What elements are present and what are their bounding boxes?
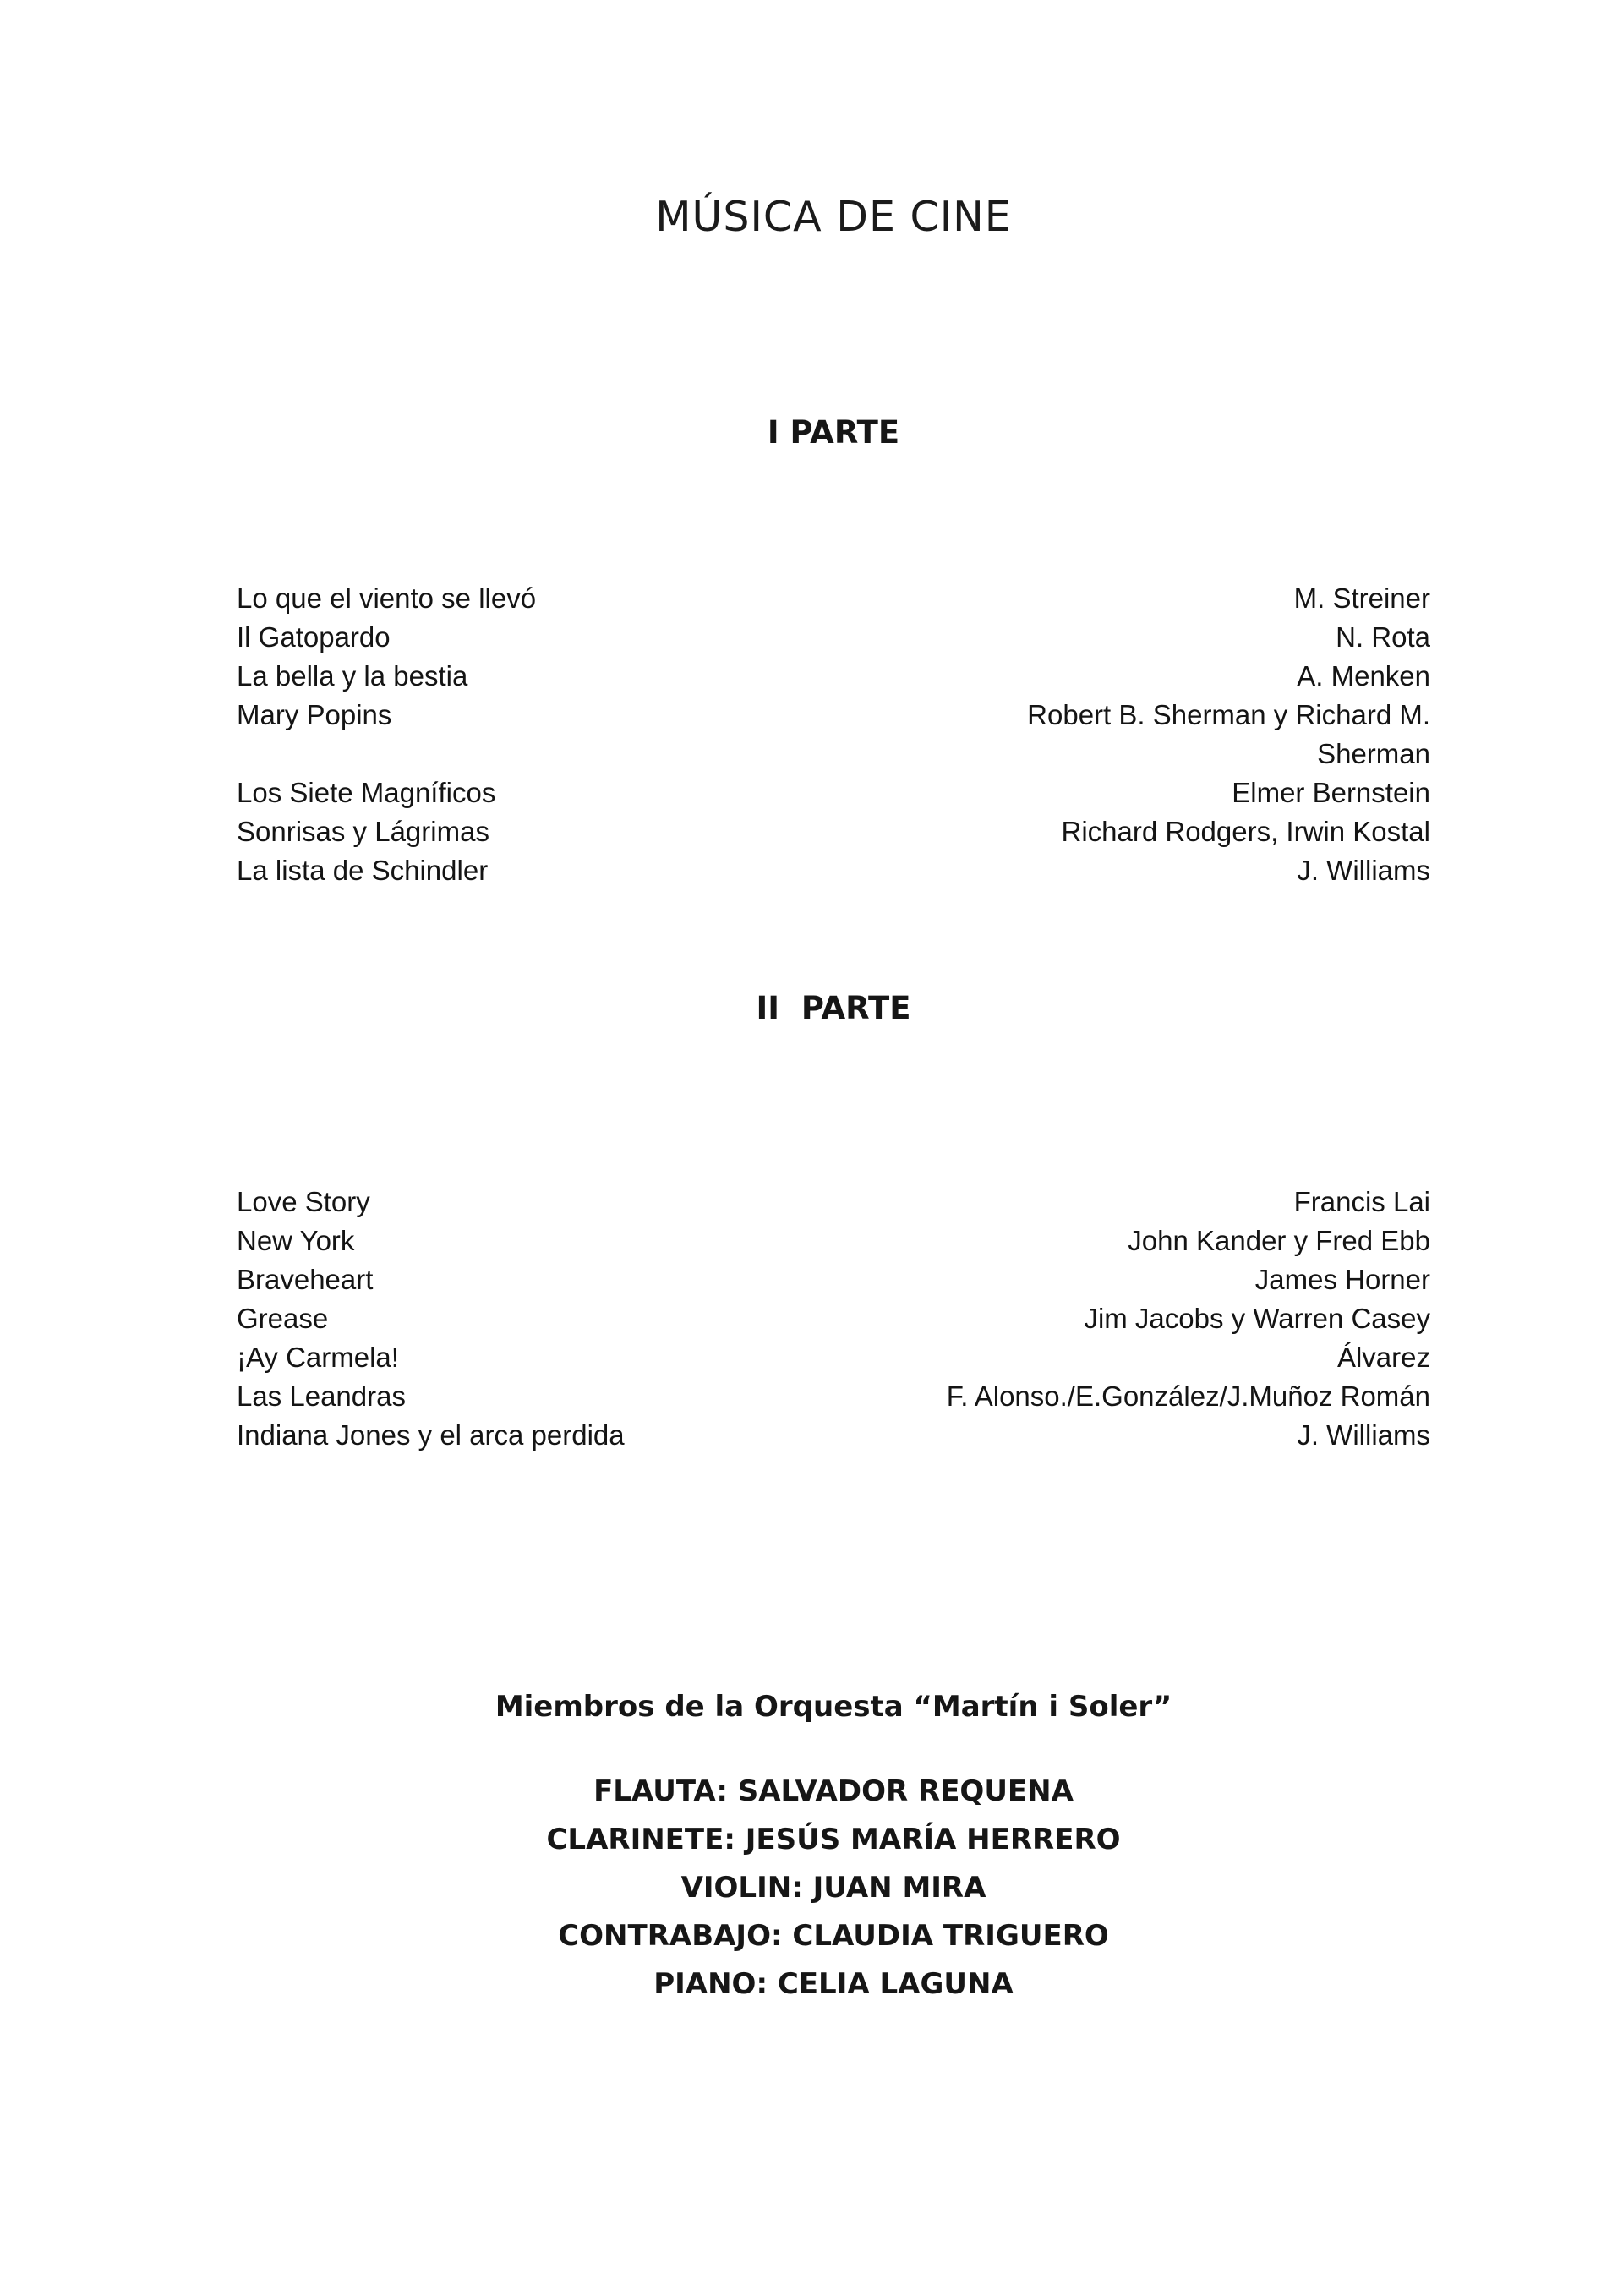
composer-name: Álvarez <box>1336 1342 1430 1373</box>
work-title: Las Leandras <box>237 1380 406 1412</box>
composer-name: Jim Jacobs y Warren Casey <box>1084 1303 1430 1334</box>
composer-name: M. Streiner <box>1293 582 1430 614</box>
orchestra-member: PIANO: CELIA LAGUNA <box>653 1967 1014 2001</box>
program-row <box>237 1377 1430 1416</box>
program-row <box>237 851 1430 890</box>
composer-name: Robert B. Sherman y Richard M. Sherman <box>1027 699 1430 769</box>
work-title: Il Gatopardo <box>237 621 391 653</box>
composer-name: J. Williams <box>1297 1419 1430 1451</box>
program-row <box>237 1222 1430 1260</box>
program-row <box>237 812 1430 851</box>
work-title: Grease <box>237 1303 329 1334</box>
work-title: Braveheart <box>237 1264 374 1295</box>
work-title: Lo que el viento se llevó <box>237 582 537 614</box>
work-title: Los Siete Magníficos <box>237 777 496 808</box>
composer-name: F. Alonso./E.González/J.Muñoz Román <box>946 1380 1430 1412</box>
composer-name: James Horner <box>1254 1264 1430 1295</box>
program-row <box>237 1338 1430 1377</box>
part2-program-list <box>237 1183 1430 1455</box>
program-row <box>237 618 1430 657</box>
program-row <box>237 1183 1430 1222</box>
work-title: Indiana Jones y el arca perdida <box>237 1419 625 1451</box>
orchestra-member: VIOLIN: JUAN MIRA <box>680 1871 986 1905</box>
work-title: ¡Ay Carmela! <box>237 1342 399 1373</box>
program-row <box>237 1299 1430 1338</box>
program-row <box>237 579 1430 618</box>
page-title: MÚSICA DE CINE <box>655 193 1012 241</box>
program-row <box>237 1260 1430 1299</box>
composer-name: J. Williams <box>1297 855 1430 886</box>
program-row <box>237 657 1430 696</box>
part1-heading: I PARTE <box>767 414 900 451</box>
work-title: New York <box>237 1225 355 1256</box>
work-title: La lista de Schindler <box>237 855 489 886</box>
part2-heading: II PARTE <box>756 990 911 1026</box>
orchestra-heading: Miembros de la Orquesta “Martín i Soler” <box>495 1690 1172 1724</box>
orchestra-members-list <box>237 1768 1430 2009</box>
work-title: Sonrisas y Lágrimas <box>237 816 489 847</box>
work-title: Mary Popins <box>237 699 392 730</box>
composer-name: Richard Rodgers, Irwin Kostal <box>1061 816 1430 847</box>
orchestra-member: FLAUTA: SALVADOR REQUENA <box>593 1774 1074 1808</box>
composer-name: Francis Lai <box>1293 1186 1430 1217</box>
composer-name: Elmer Bernstein <box>1232 777 1430 808</box>
program-row <box>237 1416 1430 1455</box>
work-title: Love Story <box>237 1186 370 1217</box>
orchestra-member: CONTRABAJO: CLAUDIA TRIGUERO <box>558 1919 1109 1953</box>
program-row <box>237 774 1430 812</box>
program-row <box>237 696 1430 774</box>
composer-name: John Kander y Fred Ebb <box>1128 1225 1430 1256</box>
part1-program-list <box>237 579 1430 890</box>
orchestra-member: CLARINETE: JESÚS MARÍA HERRERO <box>546 1823 1121 1856</box>
composer-name: A. Menken <box>1297 660 1430 692</box>
work-title: La bella y la bestia <box>237 660 468 692</box>
composer-name: N. Rota <box>1336 621 1430 653</box>
